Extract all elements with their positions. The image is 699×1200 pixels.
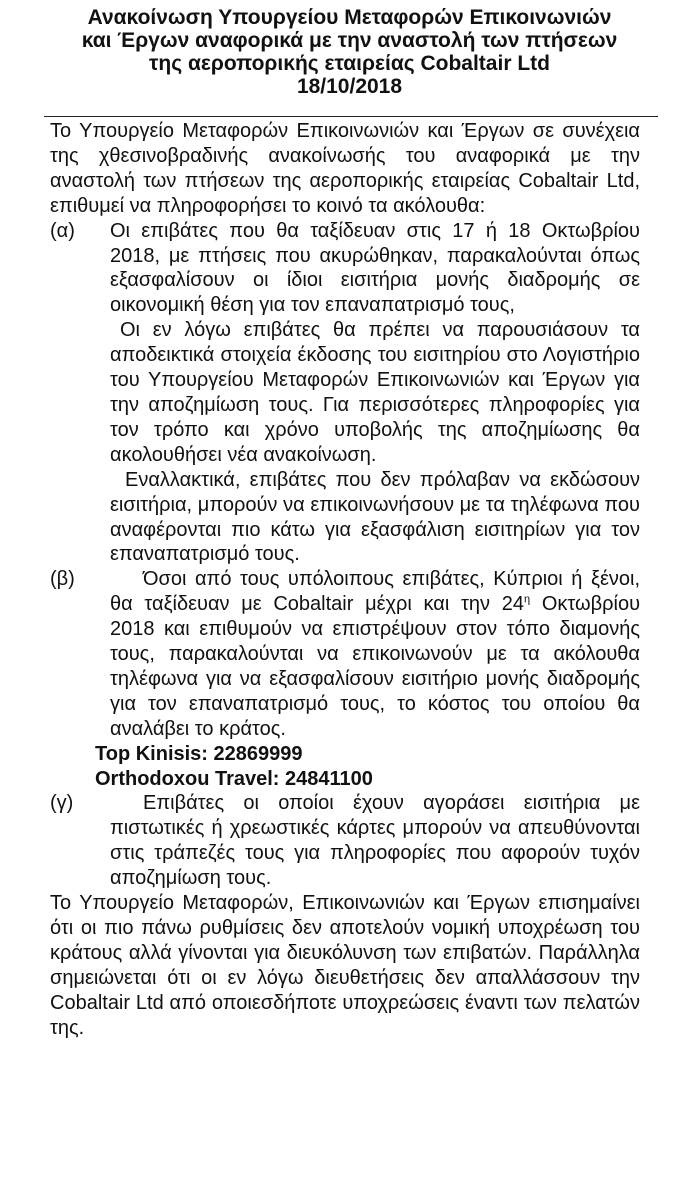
phone-orthodoxou-travel: Orthodoxou Travel: 24841100 — [95, 767, 373, 790]
item-a-paragraph-2: Οι εν λόγω επιβάτες θα πρέπει να παρουσιάσουν τα αποδεικτικά στοιχεία έκδοσης του εισιτηρίου στο Λογιστήριο του Υπουργείου Μεταφορών Επικοινωνιών και Έργων για την αποζημίωση τους. Για περισσότερες πληροφορίες για τον τρόπο και χρόνο υποβολής της αποζημίωσης θα ακολουθήσει νέα ανακοίνωση. — [110, 319, 640, 466]
intro-paragraph: Το Υπουργείο Μεταφορών Επικοινωνιών και Έργων σε συνέχεια της χθεσινοβραδινής ανακοίνωσής του αναφορικά με την αναστολή των πτήσεων της αεροπορικής εταιρείας Cobaltair Ltd, επιθυμεί να πληροφορήσει το κοινό τα ακόλουθα: — [50, 120, 640, 217]
item-b — [50, 567, 640, 741]
title-line-3: της αεροπορικής εταιρείας Cobaltair Ltd — [149, 52, 550, 75]
item-a — [50, 219, 640, 568]
item-c-paragraph: Επιβάτες οι οποίοι έχουν αγοράσει εισιτήρια με πιστωτικές ή χρεωστικές κάρτες μπορούν να απευθύνονται στις τράπεζές τους για πληροφορίες που αφορούν τυχόν αποζημίωση τους. — [110, 792, 640, 890]
phone-top-kinisis: Top Kinisis: 22869999 — [95, 742, 303, 765]
item-b-text-end: Οκτωβρίου 2018 και επιθυμούν να επιστρέψουν στον τόπο διαμονής τους, παρακαλούνται να επικοινωνούν με τα ακόλουθα τηλέφωνα για να εξασφαλίσουν εισιτήριο μονής διαδρομής για τον επαναπατρισμό τους, το κόστος του οποίου θα αναλάβει το κράτος. — [110, 593, 640, 740]
title-divider — [44, 116, 658, 117]
title-date: 18/10/2018 — [296, 75, 403, 98]
item-a-paragraph-3: Εναλλακτικά, επιβάτες που δεν πρόλαβαν να εκδώσουν εισιτήρια, μπορούν να επικοινωνήσουν με τα τηλέφωνα που αναφέρονται πιο κάτω για εξασφάλιση εισιτηρίων για τον επαναπατρισμό τους. — [110, 468, 640, 566]
item-a-paragraph-1: Οι επιβάτες που θα ταξίδευαν στις 17 ή 18 Οκτωβρίου 2018, με πτήσεις που ακυρώθηκαν, παρακαλούνται όπως εξασφαλίσουν οι ίδιοι εισιτήρια μονής διαδρομής σε οικονομική θέση για τον επαναπατρισμό τους, — [110, 219, 640, 317]
title-line-2: και Έργων αναφορικά με την αναστολή των πτήσεων — [81, 29, 618, 52]
closing-paragraph: Το Υπουργείο Μεταφορών, Επικοινωνιών και Έργων επισημαίνει ότι οι πιο πάνω ρυθμίσεις δεν αποτελούν νομική υποχρέωση του κράτους αλλά γίνονται για διευκόλυνση των επιβατών. Παράλληλα σημειώνεται ότι οι εν λόγω διευθετήσεις δεν απαλλάσσουν την Cobaltair Ltd από οποιεσδήποτε υποχρεώσεις έναντι των πελατών της. — [50, 892, 640, 1039]
title-line-1: Ανακοίνωση Υπουργείου Μεταφορών Επικοινωνιών — [87, 6, 612, 29]
item-a-content — [110, 219, 640, 568]
item-b-text-start: Όσοι από τους υπόλοιπους επιβάτες, Κύπριοι ή ξένοι, θα ταξίδευαν με Cobaltair μέχρι και την 24 — [110, 568, 640, 616]
item-b-label: (β) — [50, 568, 75, 591]
item-c — [50, 791, 640, 891]
item-c-label: (γ) — [50, 792, 74, 815]
announcement-body — [50, 119, 640, 1041]
item-b-superscript: η — [524, 593, 531, 606]
announcement-title — [0, 6, 699, 98]
item-b-paragraph — [110, 567, 640, 741]
item-a-label: (α) — [50, 219, 75, 242]
